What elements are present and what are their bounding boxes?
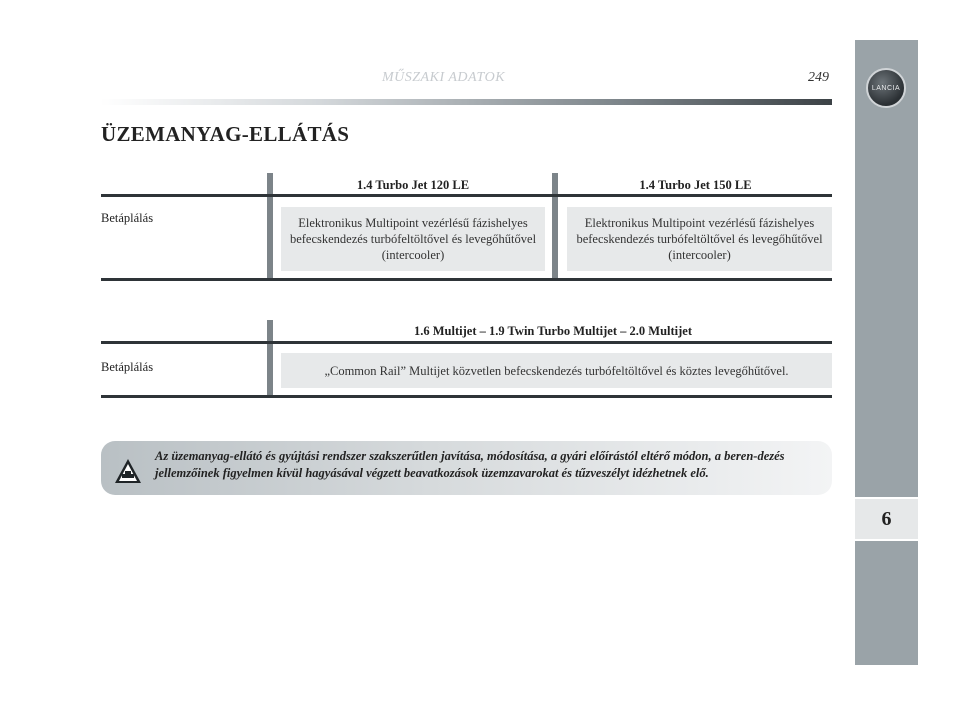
header-rule: [100, 99, 832, 105]
table2-divider-left: [267, 320, 273, 397]
logo-text: LANCIA: [871, 84, 901, 92]
table2-bottom-rule: [101, 395, 832, 398]
running-head-section: MŰSZAKI ADATOK: [382, 70, 506, 85]
warning-triangle-icon: [114, 458, 142, 484]
table1-bottom-rule: [101, 278, 832, 281]
lancia-logo-icon: [866, 68, 906, 108]
warning-text: Az üzemanyag-ellátó és gyújtási rendszer szakszerűtlen javítása, módosítása, a gyári előírástól eltérő módon, a beren-dezés jellemzőinek figyelmen kívül hagyásával végzett beavatkozások üzemzavarokat és tűzveszélyt idézhetnek elő.: [155, 449, 785, 480]
table2-header-rule: [101, 341, 832, 344]
table1-cell-2: Elektronikus Multipoint vezérlésű fázishelyes befecskendezés turbófeltöltővel és levegőhűtővel (intercooler): [567, 207, 832, 271]
chapter-tab[interactable]: 6: [855, 497, 918, 541]
table1-column-header-1: 1.4 Turbo Jet 120 LE: [356, 178, 470, 192]
table1-divider-left: [267, 173, 273, 280]
page-title: ÜZEMANYAG-ELLÁTÁS: [101, 122, 350, 146]
table2-column-header: 1.6 Multijet – 1.9 Twin Turbo Multijet – 2.0 Multijet: [414, 324, 692, 338]
chapter-sidebar: [855, 40, 918, 665]
table1-header-rule: [101, 194, 832, 197]
table1-divider-middle: [552, 173, 558, 280]
table2-cell: „Common Rail” Multijet közvetlen befecskendezés turbófeltöltővel és köztes levegőhűtővel.: [281, 353, 832, 388]
table1-cell-1: Elektronikus Multipoint vezérlésű fázishelyes befecskendezés turbófeltöltővel és levegőhűtővel (intercooler): [281, 207, 545, 271]
page-number: 249: [808, 70, 829, 85]
table1-column-header-2: 1.4 Turbo Jet 150 LE: [639, 178, 752, 192]
table2-row-label: Betáplálás: [101, 360, 154, 374]
table1-row-label: Betáplálás: [101, 211, 154, 225]
